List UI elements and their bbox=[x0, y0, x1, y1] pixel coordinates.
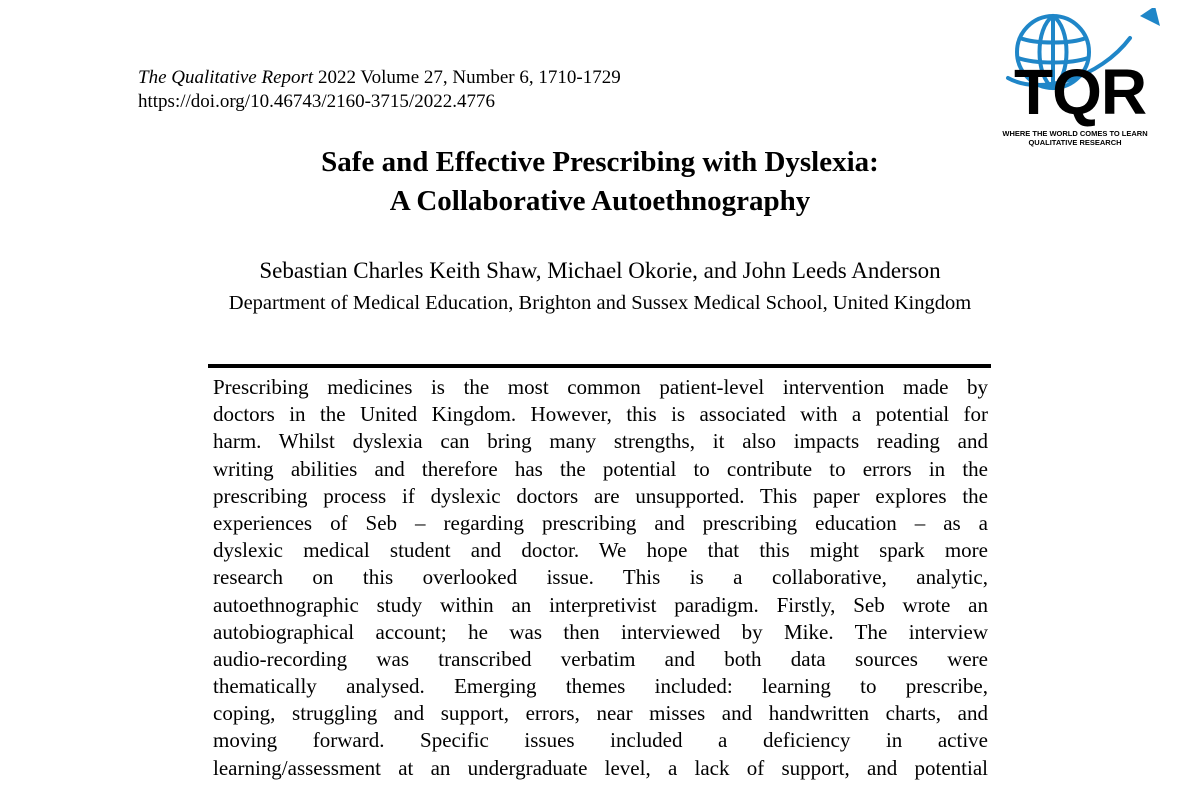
abstract-line: autoethnographic study within an interpretivist paradigm. Firstly, Seb wrote an bbox=[213, 592, 988, 617]
abstract-line: moving forward. Specific issues included a deficiency in active bbox=[213, 728, 988, 753]
journal-citation bbox=[138, 66, 621, 90]
abstract-line: writing abilities and therefore has the potential to contribute to errors in the bbox=[213, 456, 988, 481]
abstract-line: audio-recording was transcribed verbatim and both data sources were bbox=[213, 646, 988, 671]
abstract-line: research on this overlooked issue. This is a collaborative, analytic, bbox=[213, 565, 988, 590]
paper-authors: Sebastian Charles Keith Shaw, Michael Okorie, and John Leeds Anderson bbox=[259, 258, 941, 283]
tqr-logo bbox=[990, 8, 1170, 148]
paper-title-line-1: Safe and Effective Prescribing with Dyslexia: bbox=[321, 146, 879, 178]
abstract-line: doctors in the United Kingdom. However, this is associated with a potential for bbox=[213, 402, 988, 427]
abstract-line: harm. Whilst dyslexia can bring many strengths, it also impacts reading and bbox=[213, 429, 988, 454]
abstract-line: learning/assessment at an undergraduate level, a lack of support, and potential bbox=[213, 755, 988, 780]
abstract-line: coping, struggling and support, errors, near misses and handwritten charts, and bbox=[213, 701, 988, 726]
doi-link[interactable]: https://doi.org/10.46743/2160-3715/2022.4776 bbox=[138, 91, 495, 112]
journal-volume: 2022 Volume 27, Number 6, 1710-1729 bbox=[313, 67, 621, 88]
paper-title-line-2: A Collaborative Autoethnography bbox=[389, 185, 811, 217]
abstract-line: dyslexic medical student and doctor. We hope that this might spark more bbox=[213, 538, 988, 563]
logo-wordmark: TQR bbox=[1014, 56, 1147, 128]
journal-name: The Qualitative Report bbox=[138, 67, 314, 88]
paper-affiliation: Department of Medical Education, Brighton and Sussex Medical School, United Kingdom bbox=[228, 292, 972, 314]
abstract bbox=[213, 374, 988, 782]
logo-tagline-line-1: WHERE THE WORLD COMES TO LEARN bbox=[1002, 129, 1148, 138]
logo-tagline-line-2: QUALITATIVE RESEARCH bbox=[1028, 138, 1122, 147]
abstract-line: thematically analysed. Emerging themes included: learning to prescribe, bbox=[213, 674, 988, 699]
abstract-line: prescribing process if dyslexic doctors are unsupported. This paper explores the bbox=[213, 483, 988, 508]
abstract-divider bbox=[208, 364, 991, 368]
abstract-line: experiences of Seb – regarding prescribing and prescribing education – as a bbox=[213, 510, 988, 535]
abstract-line: autobiographical account; he was then interviewed by Mike. The interview bbox=[213, 619, 988, 644]
abstract-line: Prescribing medicines is the most common patient-level intervention made by bbox=[213, 375, 988, 399]
